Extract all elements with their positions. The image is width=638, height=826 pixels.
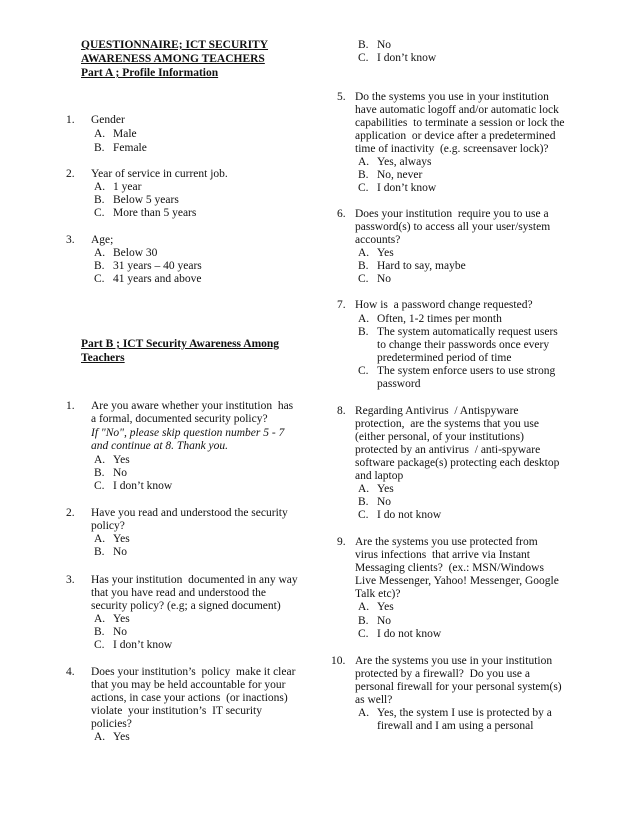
b2-line1: Have you read and understood the security [91, 507, 288, 519]
q6-option-c: No [377, 273, 392, 285]
q5-option-a-letter: A. [358, 156, 370, 168]
q10-option-a-line2: firewall and I am using a personal [377, 720, 534, 732]
q8-line3: (either personal, of your institutions) [355, 431, 524, 443]
b2-option-a-letter: A. [94, 533, 106, 545]
b1-option-c: I don’t know [113, 480, 173, 492]
q7-option-c-letter: C. [358, 365, 369, 377]
q9-option-b-letter: B. [358, 615, 369, 627]
q8-line1: Regarding Antivirus / Antispyware [355, 405, 519, 417]
q6-line1: Does your institution require you to use a [355, 208, 549, 220]
q5-line3: capabilities to terminate a session or lock the [355, 117, 565, 129]
q1-option-b: Female [113, 142, 147, 154]
b4-number: 4. [66, 666, 75, 678]
q3-option-a: Below 30 [113, 247, 158, 259]
q5-option-c: I don’t know [377, 182, 437, 194]
b4-option-a: Yes [113, 731, 130, 743]
b3-option-b: No [113, 626, 128, 638]
q2-option-b: Below 5 years [113, 194, 179, 206]
q9-line2: virus infections that arrive via Instant [355, 549, 531, 561]
b4-option-a-letter: A. [94, 731, 106, 743]
q7-option-b-line1: The system automatically request users [377, 326, 558, 338]
b3-line1: Has your institution documented in any way [91, 574, 298, 586]
b3-option-c: I don’t know [113, 639, 173, 651]
b1-number: 1. [66, 400, 75, 412]
b1-option-a: Yes [113, 454, 130, 466]
q8-option-a: Yes [377, 483, 394, 495]
b1-skip-note-line1: If "No", please skip question number 5 - 7 [91, 427, 285, 439]
q7-option-a: Often, 1-2 times per month [377, 313, 502, 325]
q5-line4: application or device after a predetermined [355, 130, 556, 142]
part-a-heading: Part A ; Profile Information [81, 67, 219, 79]
q1-text: Gender [91, 114, 125, 126]
q8-line2: protection, are the systems that you use [355, 418, 539, 430]
b1-line1: Are you aware whether your institution has [91, 400, 294, 412]
q6-number: 6. [337, 208, 346, 220]
q3-option-b: 31 years – 40 years [113, 260, 202, 272]
cont-option-c-letter: C. [358, 52, 369, 64]
q10-line1: Are the systems you use in your institution [355, 655, 553, 667]
b3-option-a-letter: A. [94, 613, 106, 625]
q9-option-b: No [377, 615, 392, 627]
q3-option-b-letter: B. [94, 260, 105, 272]
q9-option-a-letter: A. [358, 601, 370, 613]
q3-number: 3. [66, 234, 75, 246]
q5-option-a: Yes, always [377, 156, 432, 168]
q8-option-a-letter: A. [358, 483, 370, 495]
q5-option-b: No, never [377, 169, 423, 181]
q9-line5: Talk etc)? [355, 588, 401, 600]
b4-line5: policies? [91, 718, 132, 730]
q2-number: 2. [66, 168, 75, 180]
q8-number: 8. [337, 405, 346, 417]
q6-line3: accounts? [355, 234, 401, 246]
b2-option-a: Yes [113, 533, 130, 545]
b3-line2: that you have read and understood the [91, 587, 266, 599]
q8-line5: software package(s) protecting each desktop [355, 457, 560, 469]
q9-option-a: Yes [377, 601, 394, 613]
b1-line2: a formal, documented security policy? [91, 413, 268, 425]
b1-option-b: No [113, 467, 128, 479]
q7-option-b-line3: predetermined period of time [377, 352, 512, 364]
q2-option-b-letter: B. [94, 194, 105, 206]
q5-line1: Do the systems you use in your institution [355, 91, 549, 103]
q8-line6: and laptop [355, 470, 404, 482]
q6-option-b: Hard to say, maybe [377, 260, 466, 272]
q7-line1: How is a password change requested? [355, 299, 533, 311]
part-b-heading-line1: Part B ; ICT Security Awareness Among [81, 338, 280, 350]
q7-option-a-letter: A. [358, 313, 370, 325]
q10-line2: protected by a firewall? Do you use a [355, 668, 530, 680]
q10-number: 10. [331, 655, 346, 667]
q6-option-c-letter: C. [358, 273, 369, 285]
b4-line4: violate your institution’s IT security [91, 705, 262, 717]
b3-option-b-letter: B. [94, 626, 105, 638]
q10-line3: personal firewall for your personal system(s) [355, 681, 562, 693]
q2-text: Year of service in current job. [91, 168, 228, 180]
questionnaire-title-line1: QUESTIONNAIRE; ICT SECURITY [81, 39, 269, 51]
q5-option-c-letter: C. [358, 182, 369, 194]
q7-option-b-line2: to change their passwords once every [377, 339, 550, 351]
q3-option-c: 41 years and above [113, 273, 202, 285]
q7-option-b-letter: B. [358, 326, 369, 338]
q3-text: Age; [91, 234, 114, 246]
b3-option-a: Yes [113, 613, 130, 625]
q2-option-c-letter: C. [94, 207, 105, 219]
q8-option-b-letter: B. [358, 496, 369, 508]
b4-line1: Does your institution’s policy make it clear [91, 666, 296, 678]
b1-option-c-letter: C. [94, 480, 105, 492]
q10-line4: as well? [355, 694, 393, 706]
q2-option-c: More than 5 years [113, 207, 197, 219]
b2-line2: policy? [91, 520, 125, 532]
q6-option-a-letter: A. [358, 247, 370, 259]
b2-option-b-letter: B. [94, 546, 105, 558]
q1-number: 1. [66, 114, 75, 126]
q5-line2: have automatic logoff and/or automatic lock [355, 104, 559, 116]
part-b-heading-line2: Teachers [81, 352, 125, 364]
cont-option-b-letter: B. [358, 39, 369, 51]
q3-option-a-letter: A. [94, 247, 106, 259]
q3-option-c-letter: C. [94, 273, 105, 285]
q1-option-b-letter: B. [94, 142, 105, 154]
q6-option-b-letter: B. [358, 260, 369, 272]
b2-number: 2. [66, 507, 75, 519]
q5-option-b-letter: B. [358, 169, 369, 181]
b3-number: 3. [66, 574, 75, 586]
cont-option-b: No [377, 39, 392, 51]
b1-option-a-letter: A. [94, 454, 106, 466]
b3-line3: security policy? (e.g; a signed document) [91, 600, 281, 612]
q10-option-a-letter: A. [358, 707, 370, 719]
q9-line1: Are the systems you use protected from [355, 536, 538, 548]
q10-option-a-line1: Yes, the system I use is protected by a [377, 707, 552, 719]
q8-option-c: I do not know [377, 509, 442, 521]
q7-option-c-line1: The system enforce users to use strong [377, 365, 556, 377]
q5-line5: time of inactivity (e.g. screensaver lock)? [355, 143, 549, 155]
q6-line2: password(s) to access all your user/system [355, 221, 551, 233]
b4-line2: that you may be held accountable for your [91, 679, 286, 691]
q8-line4: protected by an antivirus / anti-spyware [355, 444, 541, 456]
q2-option-a: 1 year [113, 181, 142, 193]
b3-option-c-letter: C. [94, 639, 105, 651]
b2-option-b: No [113, 546, 128, 558]
b4-line3: actions, in case your actions (or inactions) [91, 692, 288, 704]
q7-option-c-line2: password [377, 378, 421, 390]
q9-option-c: I do not know [377, 628, 442, 640]
b1-option-b-letter: B. [94, 467, 105, 479]
b1-skip-note-line2: and continue at 8. Thank you. [91, 440, 229, 452]
q6-option-a: Yes [377, 247, 394, 259]
cont-option-c: I don’t know [377, 52, 437, 64]
q8-option-b: No [377, 496, 392, 508]
q8-option-c-letter: C. [358, 509, 369, 521]
q9-number: 9. [337, 536, 346, 548]
q9-line4: Live Messenger, Yahoo! Messenger, Google [355, 575, 559, 587]
q7-number: 7. [337, 299, 346, 311]
q1-option-a-letter: A. [94, 128, 106, 140]
q5-number: 5. [337, 91, 346, 103]
questionnaire-title-line2: AWARENESS AMONG TEACHERS [81, 53, 265, 65]
q2-option-a-letter: A. [94, 181, 106, 193]
q1-option-a: Male [113, 128, 137, 140]
q9-line3: Messaging clients? (ex.: MSN/Windows [355, 562, 544, 574]
q9-option-c-letter: C. [358, 628, 369, 640]
